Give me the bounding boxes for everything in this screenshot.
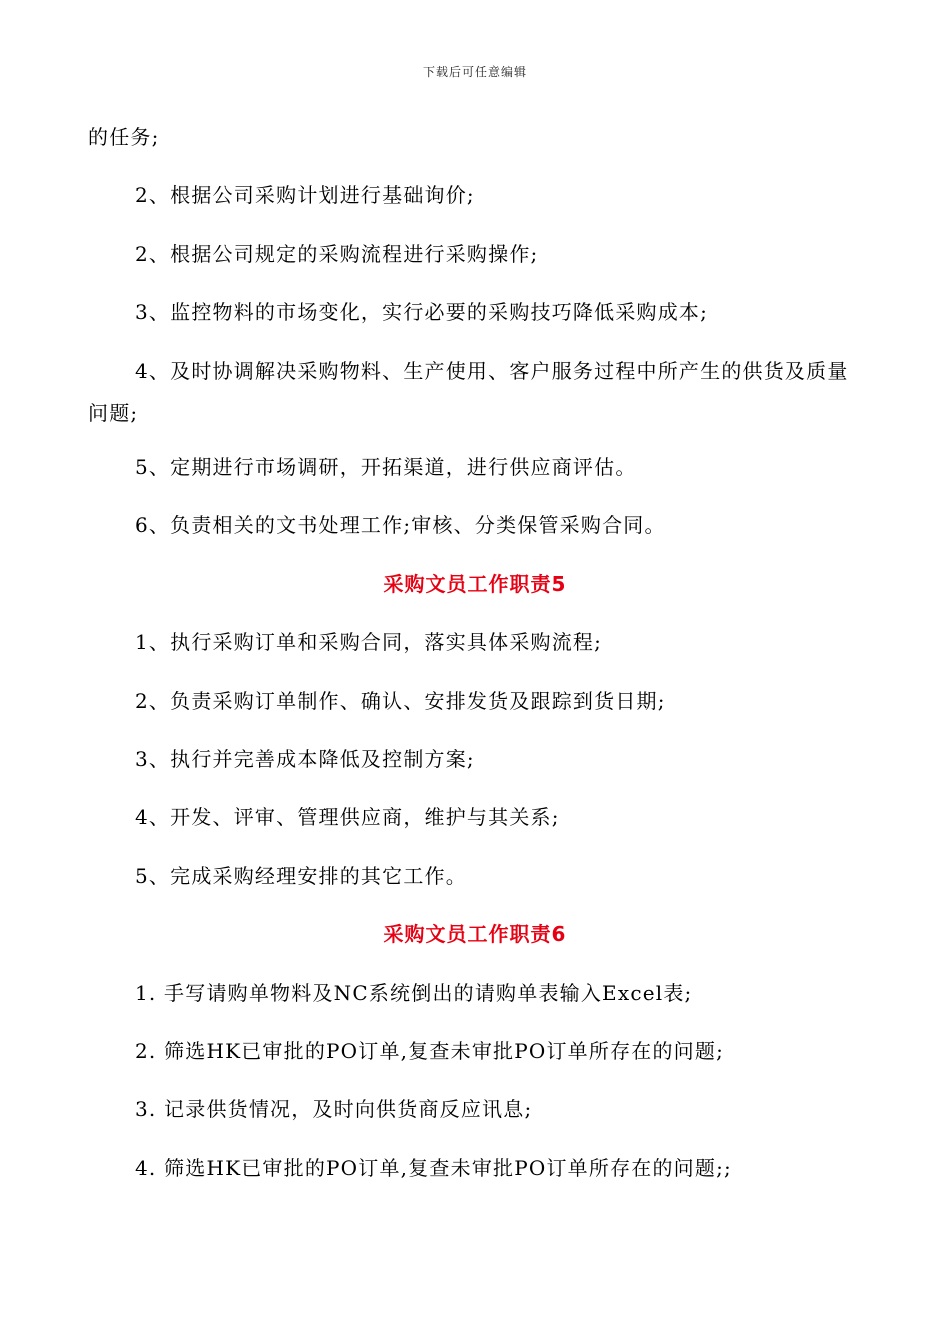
section5-item: 3、执行并完善成本降低及控制方案; xyxy=(135,747,475,771)
paragraph-item: 2、根据公司规定的采购流程进行采购操作; xyxy=(135,242,539,266)
section5-item: 4、开发、评审、管理供应商，维护与其关系; xyxy=(135,805,560,829)
page-header: 下载后可任意编辑 xyxy=(422,65,527,79)
paragraph-item: 6、负责相关的文书处理工作;审核、分类保管采购合同。 xyxy=(135,513,666,537)
paragraph-item-wrapped: 4、及时协调解决采购物料、生产使用、客户服务过程中所产生的供货及质量问题; xyxy=(88,359,849,425)
section6-item: 3. 记录供货情况，及时向供货商反应讯息; xyxy=(135,1097,533,1121)
paragraph-item: 5、定期进行市场调研，开拓渠道，进行供应商评估。 xyxy=(135,455,637,479)
section-heading-6: 采购文员工作职责6 xyxy=(383,922,567,946)
paragraph-continuation: 的任务; xyxy=(88,125,160,149)
paragraph-item: 2、根据公司采购计划进行基础询价; xyxy=(135,183,475,207)
paragraph-item: 3、监控物料的市场变化，实行必要的采购技巧降低采购成本; xyxy=(135,300,709,324)
section6-item: 2. 筛选HK已审批的PO订单,复查未审批PO订单所存在的问题; xyxy=(135,1039,725,1063)
section6-item: 1. 手写请购单物料及NC系统倒出的请购单表输入Excel表; xyxy=(135,981,693,1005)
section-heading-5: 采购文员工作职责5 xyxy=(383,572,567,596)
section6-item: 4. 筛选HK已审批的PO订单,复查未审批PO订单所存在的问题;; xyxy=(135,1156,732,1180)
section5-item: 5、完成采购经理安排的其它工作。 xyxy=(135,864,467,888)
section5-item: 2、负责采购订单制作、确认、安排发货及跟踪到货日期; xyxy=(135,689,666,713)
section5-item: 1、执行采购订单和采购合同，落实具体采购流程; xyxy=(135,630,603,654)
